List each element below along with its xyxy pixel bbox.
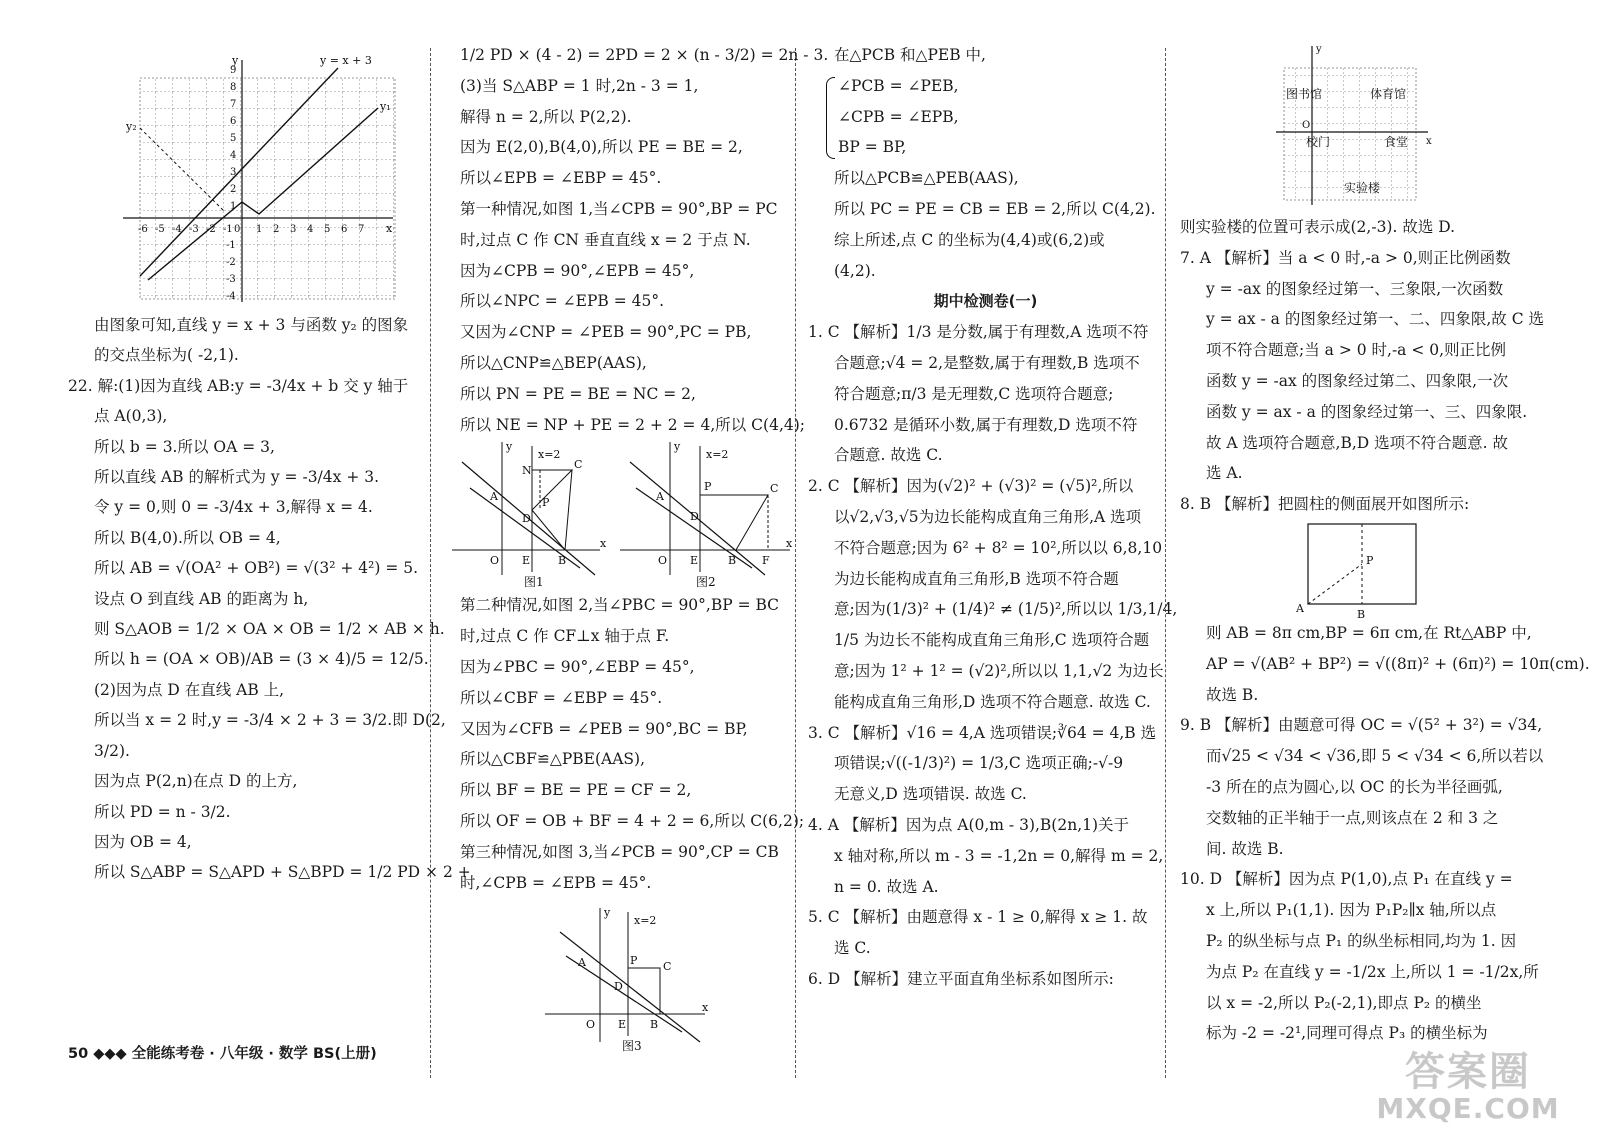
text-line: (4,2). bbox=[834, 261, 876, 280]
text-line: 10. D 【解析】因为点 P(1,0),点 P₁ 在直线 y = bbox=[1180, 870, 1513, 889]
text-line: 选 C. bbox=[834, 939, 871, 958]
function-graph-figure bbox=[68, 40, 418, 310]
label: D bbox=[522, 512, 531, 526]
label: D bbox=[690, 510, 699, 524]
text-line: 所以 OF = OB + BF = 4 + 2 = 6,所以 C(6,2); bbox=[460, 811, 805, 830]
text-line: x 上,所以 P₁(1,1). 因为 P₁P₂∥x 轴,所以点 bbox=[1206, 901, 1497, 920]
y-tick: 4 bbox=[230, 150, 237, 161]
text-line: 1/5 为边长不能构成直角三角形,C 选项符合题 bbox=[834, 631, 1150, 650]
x-tick: -3 bbox=[189, 224, 199, 235]
x-tick: 7 bbox=[358, 224, 365, 235]
text-line: -3 所在的点为圆心,以 OC 的长为半径画弧, bbox=[1206, 777, 1503, 796]
figure-caption: 图1 bbox=[524, 575, 544, 590]
text-line: ∠CPB = ∠EPB, bbox=[838, 107, 959, 126]
column-1 bbox=[68, 40, 471, 888]
x-tick: -4 bbox=[172, 224, 182, 235]
text-line: 因为 E(2,0),B(4,0),所以 PE = BE = 2, bbox=[460, 138, 743, 157]
text-line: 综上所述,点 C 的坐标为(4,4)或(6,2)或 bbox=[834, 230, 1105, 249]
label: P bbox=[542, 496, 550, 510]
text-line: 第三种情况,如图 3,当∠PCB = 90°,CP = CB bbox=[460, 842, 779, 861]
figure-caption: 图2 bbox=[696, 575, 716, 590]
x-tick: -1 bbox=[223, 224, 233, 235]
y-tick: 5 bbox=[230, 133, 237, 144]
y-tick: 1 bbox=[230, 201, 237, 212]
campus-map-figure bbox=[1180, 40, 1535, 212]
text-line: 设点 O 到直线 AB 的距离为 h, bbox=[94, 589, 309, 608]
label: F bbox=[762, 554, 770, 568]
text-line: 第一种情况,如图 1,当∠CPB = 90°,BP = PC bbox=[460, 199, 778, 218]
line-label-y-x-3: y = x + 3 bbox=[320, 54, 372, 67]
x-tick: 1 bbox=[256, 224, 263, 235]
y-tick: 2 bbox=[230, 184, 237, 195]
figure-caption: 图3 bbox=[622, 1039, 642, 1054]
text-line: 则实验楼的位置可表示成(2,-3). 故选 D. bbox=[1180, 218, 1456, 236]
label: B bbox=[558, 554, 567, 568]
text-line: 时,过点 C 作 CN 垂直直线 x = 2 于点 N. bbox=[460, 230, 751, 249]
label: x=2 bbox=[706, 448, 729, 462]
brace bbox=[826, 77, 835, 159]
x-axis-label: x bbox=[386, 222, 393, 235]
y-tick: 9 bbox=[230, 65, 237, 76]
figures-1-and-2 bbox=[460, 440, 800, 590]
x-tick: 6 bbox=[341, 224, 348, 235]
x-axis-label: x bbox=[1426, 136, 1432, 147]
text-line: 0.6732 是循环小数,属于有理数,D 选项不符 bbox=[834, 415, 1138, 434]
column-3 bbox=[808, 40, 1178, 995]
label: C bbox=[770, 482, 779, 496]
label: A bbox=[656, 490, 664, 504]
text-line: 所以△PCB≌△PEB(AAS), bbox=[834, 169, 1019, 188]
text-line: 3. C 【解析】√16 = 4,A 选项错误;∛64 = 4,B 选 bbox=[808, 723, 1157, 742]
text-line: 间. 故选 B. bbox=[1206, 839, 1284, 858]
x-tick: -5 bbox=[155, 224, 165, 235]
section-heading: 期中检测卷(一) bbox=[933, 292, 1038, 311]
page-footer: 50 ◆◆◆ 全能练考卷 · 八年级 · 数学 BS(上册) bbox=[68, 1046, 377, 1062]
label: y bbox=[506, 440, 513, 454]
text-line: y = ax - a 的图象经过第一、二、四象限,故 C 选 bbox=[1206, 310, 1544, 329]
text-line: BP = BP, bbox=[838, 138, 907, 157]
question-22-line: 22. 解:(1)因为直线 AB:y = -3/4x + b 交 y 轴于 bbox=[68, 376, 409, 395]
watermark bbox=[1368, 1050, 1568, 1124]
text-line: 点 A(0,3), bbox=[94, 407, 168, 426]
label: B bbox=[728, 554, 737, 568]
text-line: 5. C 【解析】由题意得 x - 1 ≥ 0,解得 x ≥ 1. 故 bbox=[808, 908, 1148, 927]
text-line: 所以 B(4,0).所以 OB = 4, bbox=[94, 528, 281, 547]
x-tick: -6 bbox=[138, 224, 148, 235]
map-label-gym: 体育馆 bbox=[1370, 87, 1407, 101]
text-line: 又因为∠CNP = ∠PEB = 90°,PC = PB, bbox=[460, 323, 752, 342]
text-line: 意;因为(1/3)² + (1/4)² ≠ (1/5)²,所以以 1/3,1/4, bbox=[834, 600, 1178, 619]
x-tick: 5 bbox=[324, 224, 331, 235]
watermark-line-1: 答案圈 bbox=[1405, 1049, 1531, 1095]
text-line: 3/2). bbox=[94, 741, 130, 760]
text-line: 所以 h = (OA × OB)/AB = (3 × 4)/5 = 12/5. bbox=[94, 650, 429, 669]
label: E bbox=[690, 554, 699, 568]
y-tick: -4 bbox=[226, 291, 236, 302]
figure-2 bbox=[620, 440, 793, 589]
figure-1 bbox=[452, 440, 607, 589]
label: x bbox=[600, 537, 607, 551]
label: A bbox=[1296, 601, 1304, 615]
text-line: 故选 B. bbox=[1206, 685, 1259, 704]
text-line: 的交点坐标为( -2,1). bbox=[94, 346, 239, 365]
label: y bbox=[674, 440, 681, 454]
text-line: 在△PCB 和△PEB 中, bbox=[834, 46, 986, 64]
y-tick: -1 bbox=[226, 240, 236, 251]
watermark-line-2: MXQE.COM bbox=[1376, 1092, 1560, 1125]
text-line: 合题意;√4 = 2,是整数,属于有理数,B 选项不 bbox=[834, 353, 1140, 372]
text-line: ∠PCB = ∠PEB, bbox=[838, 76, 959, 95]
x-tick: 0 bbox=[234, 224, 241, 235]
y-axis-label: y bbox=[232, 54, 239, 67]
map-label-lab: 实验楼 bbox=[1344, 181, 1381, 195]
text-line: 所以直线 AB 的解析式为 y = -3/4x + 3. bbox=[94, 468, 380, 487]
x-tick: 2 bbox=[273, 224, 280, 235]
text-line: 1/2 PD × (4 - 2) = 2PD = 2 × (n - 3/2) = 2n - 3. bbox=[460, 46, 829, 64]
text-line: 无意义,D 选项错误. 故选 C. bbox=[834, 785, 1027, 804]
text-line: 函数 y = -ax 的图象经过第二、四象限,一次 bbox=[1206, 371, 1509, 390]
label: B bbox=[650, 1018, 659, 1032]
y-tick: 3 bbox=[230, 167, 237, 178]
text-line: 7. A 【解析】当 a < 0 时,-a > 0,则正比例函数 bbox=[1180, 248, 1511, 267]
equation-system bbox=[808, 71, 1163, 163]
map-label-gate: 校门 bbox=[1306, 135, 1331, 149]
column-4 bbox=[1180, 40, 1590, 1049]
text-line: 令 y = 0,则 0 = -3/4x + 3,解得 x = 4. bbox=[94, 498, 373, 517]
text-line: 故 A 选项符合题意,B,D 选项不符合题意. 故 bbox=[1206, 433, 1509, 452]
label: O bbox=[658, 554, 668, 568]
label: C bbox=[663, 960, 672, 974]
x-tick: 3 bbox=[290, 224, 297, 235]
map-label-library: 图书馆 bbox=[1286, 87, 1323, 101]
text-line: 所以△CNP≌△BEP(AAS), bbox=[460, 353, 647, 372]
y-tick: 8 bbox=[230, 82, 237, 93]
text-line: 9. B 【解析】由题意可得 OC = √(5² + 3²) = √34, bbox=[1180, 716, 1543, 735]
text-line: 所以 BF = BE = PE = CF = 2, bbox=[460, 781, 692, 800]
label: P bbox=[1366, 553, 1374, 567]
text-line: 因为点 P(2,n)在点 D 的上方, bbox=[94, 772, 298, 791]
text-line: 不符合题意;因为 6² + 8² = 10²,所以以 6,8,10 bbox=[834, 538, 1163, 557]
label: N bbox=[522, 464, 532, 478]
text-line: 则 AB = 8π cm,BP = 6π cm,在 Rt△ABP 中, bbox=[1206, 623, 1532, 642]
text-line: 6. D 【解析】建立平面直角坐标系如图所示: bbox=[808, 969, 1114, 988]
label: O bbox=[490, 554, 500, 568]
text-line: 因为 OB = 4, bbox=[94, 832, 192, 851]
text-line: 标为 -2 = -2¹,同理可得点 P₃ 的横坐标为 bbox=[1206, 1024, 1488, 1043]
column-2 bbox=[460, 40, 829, 1054]
label: D bbox=[614, 980, 623, 994]
text-line: 项不符合题意;当 a > 0 时,-a < 0,则正比例 bbox=[1206, 341, 1507, 360]
text-line: 4. A 【解析】因为点 A(0,m - 3),B(2n,1)关于 bbox=[808, 815, 1130, 834]
text-line: 为点 P₂ 在直线 y = -1/2x 上,所以 1 = -1/2x,所 bbox=[1206, 962, 1539, 981]
text-line: 符合题意;π/3 是无理数,C 选项符合题意; bbox=[834, 384, 1114, 403]
label: B bbox=[1357, 607, 1366, 621]
text-line: (3)当 S△ABP = 1 时,2n - 3 = 1, bbox=[460, 76, 699, 95]
x-tick: -2 bbox=[206, 224, 216, 235]
text-line: 8. B 【解析】把圆柱的侧面展开如图所示: bbox=[1180, 495, 1470, 514]
text-line: 所以 PN = PE = BE = NC = 2, bbox=[460, 384, 696, 403]
text-line: 所以当 x = 2 时,y = -3/4 × 2 + 3 = 3/2.即 D(2, bbox=[94, 711, 446, 730]
text-line: 因为∠CPB = 90°,∠EPB = 45°, bbox=[460, 261, 695, 280]
text-line: 1. C 【解析】1/3 是分数,属于有理数,A 选项不符 bbox=[808, 323, 1149, 342]
text-line: 所以 PC = PE = CB = EB = 2,所以 C(4,2). bbox=[834, 199, 1156, 218]
text-line: AP = √(AB² + BP²) = √((8π)² + (6π)²) = 10π(cm). bbox=[1206, 654, 1590, 673]
text-line: 因为∠PBC = 90°,∠EBP = 45°, bbox=[460, 657, 695, 676]
text-line: 选 A. bbox=[1206, 464, 1243, 483]
label: x bbox=[786, 537, 793, 551]
text-line: 所以 NE = NP + PE = 2 + 2 = 4,所以 C(4,4); bbox=[460, 415, 806, 434]
y-tick: -2 bbox=[226, 257, 236, 268]
column-divider bbox=[1165, 48, 1166, 1078]
text-line: 解得 n = 2,所以 P(2,2). bbox=[460, 107, 632, 126]
text-line: x 轴对称,所以 m - 3 = -1,2n = 0,解得 m = 2, bbox=[834, 846, 1164, 865]
text-line: 以 x = -2,所以 P₂(-2,1),即点 P₂ 的横坐 bbox=[1206, 993, 1482, 1012]
label: x=2 bbox=[538, 448, 561, 462]
text-line: 以√2,√3,√5为边长能构成直角三角形,A 选项 bbox=[834, 507, 1142, 526]
y-tick: -3 bbox=[226, 274, 236, 285]
text-line: 由图象可知,直线 y = x + 3 与函数 y₂ 的图象 bbox=[94, 316, 409, 334]
text-line: n = 0. 故选 A. bbox=[834, 877, 939, 896]
text-line: P₂ 的纵坐标与点 P₁ 的纵坐标相同,均为 1. 因 bbox=[1206, 931, 1517, 950]
label: P bbox=[630, 954, 638, 968]
figure-3 bbox=[460, 904, 800, 1054]
y-axis-label: y bbox=[1316, 44, 1322, 55]
text-line: 所以 AB = √(OA² + OB²) = √(3² + 4²) = 5. bbox=[94, 559, 419, 578]
text-line: 第二种情况,如图 2,当∠PBC = 90°,BP = BC bbox=[460, 596, 780, 615]
text-line: 交数轴的正半轴于一点,则该点在 2 和 3 之 bbox=[1206, 808, 1499, 827]
label: x bbox=[702, 1001, 709, 1015]
text-line: 时,过点 C 作 CF⊥x 轴于点 F. bbox=[460, 627, 670, 646]
curve-label-y2: y₂ bbox=[126, 120, 137, 133]
label: y bbox=[604, 906, 611, 920]
text-line: 时,∠CPB = ∠EPB = 45°. bbox=[460, 873, 652, 892]
label: E bbox=[522, 554, 531, 568]
label: C bbox=[574, 458, 583, 472]
text-line: 函数 y = ax - a 的图象经过第一、三、四象限. bbox=[1206, 402, 1528, 421]
cylinder-unfold-figure bbox=[1180, 520, 1535, 621]
text-line: 2. C 【解析】因为(√2)² + (√3)² = (√5)²,所以 bbox=[808, 477, 1134, 496]
column-divider bbox=[430, 48, 431, 1078]
text-line: 合题意. 故选 C. bbox=[834, 446, 943, 465]
label: P bbox=[704, 480, 712, 494]
curve-label-y1: y₁ bbox=[380, 100, 391, 113]
origin-label: O bbox=[1302, 120, 1311, 131]
label: x=2 bbox=[634, 914, 657, 928]
text-line: y = -ax 的图象经过第一、三象限,一次函数 bbox=[1206, 279, 1504, 298]
text-line: 所以△CBF≌△PBE(AAS), bbox=[460, 750, 645, 769]
text-line: 又因为∠CFB = ∠PEB = 90°,BC = BP, bbox=[460, 719, 748, 738]
x-tick: 4 bbox=[307, 224, 314, 235]
text-line: 则 S△AOB = 1/2 × OA × OB = 1/2 × AB × h. bbox=[94, 620, 445, 639]
text-line: 为边长能构成直角三角形,B 选项不符合题 bbox=[834, 569, 1119, 588]
text-line: 所以 PD = n - 3/2. bbox=[94, 802, 231, 821]
text-line: 能构成直角三角形,D 选项不符合题意. 故选 C. bbox=[834, 692, 1151, 711]
text-line: 所以∠CBF = ∠EBP = 45°. bbox=[460, 688, 663, 707]
label: A bbox=[490, 490, 498, 504]
map-label-canteen: 食堂 bbox=[1384, 135, 1409, 149]
text-line: 所以∠EPB = ∠EBP = 45°. bbox=[460, 169, 662, 188]
text-line: (2)因为点 D 在直线 AB 上, bbox=[94, 680, 285, 699]
label: O bbox=[586, 1018, 596, 1032]
text-line: 意;因为 1² + 1² = (√2)²,所以以 1,1,√2 为边长 bbox=[834, 661, 1164, 680]
label: A bbox=[578, 956, 586, 970]
label: E bbox=[618, 1018, 627, 1032]
y-tick: 7 bbox=[230, 99, 237, 110]
y-tick: 6 bbox=[230, 116, 237, 127]
text-line: 项错误;√((-1/3)²) = 1/3,C 选项正确;-√-9 bbox=[834, 754, 1124, 773]
text-line: 所以∠NPC = ∠EPB = 45°. bbox=[460, 292, 665, 311]
text-line: 所以 b = 3.所以 OA = 3, bbox=[94, 437, 275, 456]
text-line: 所以 S△ABP = S△APD + S△BPD = 1/2 PD × 2 + bbox=[94, 863, 471, 882]
text-line: 而√25 < √34 < √36,即 5 < √34 < 6,所以若以 bbox=[1206, 747, 1544, 766]
